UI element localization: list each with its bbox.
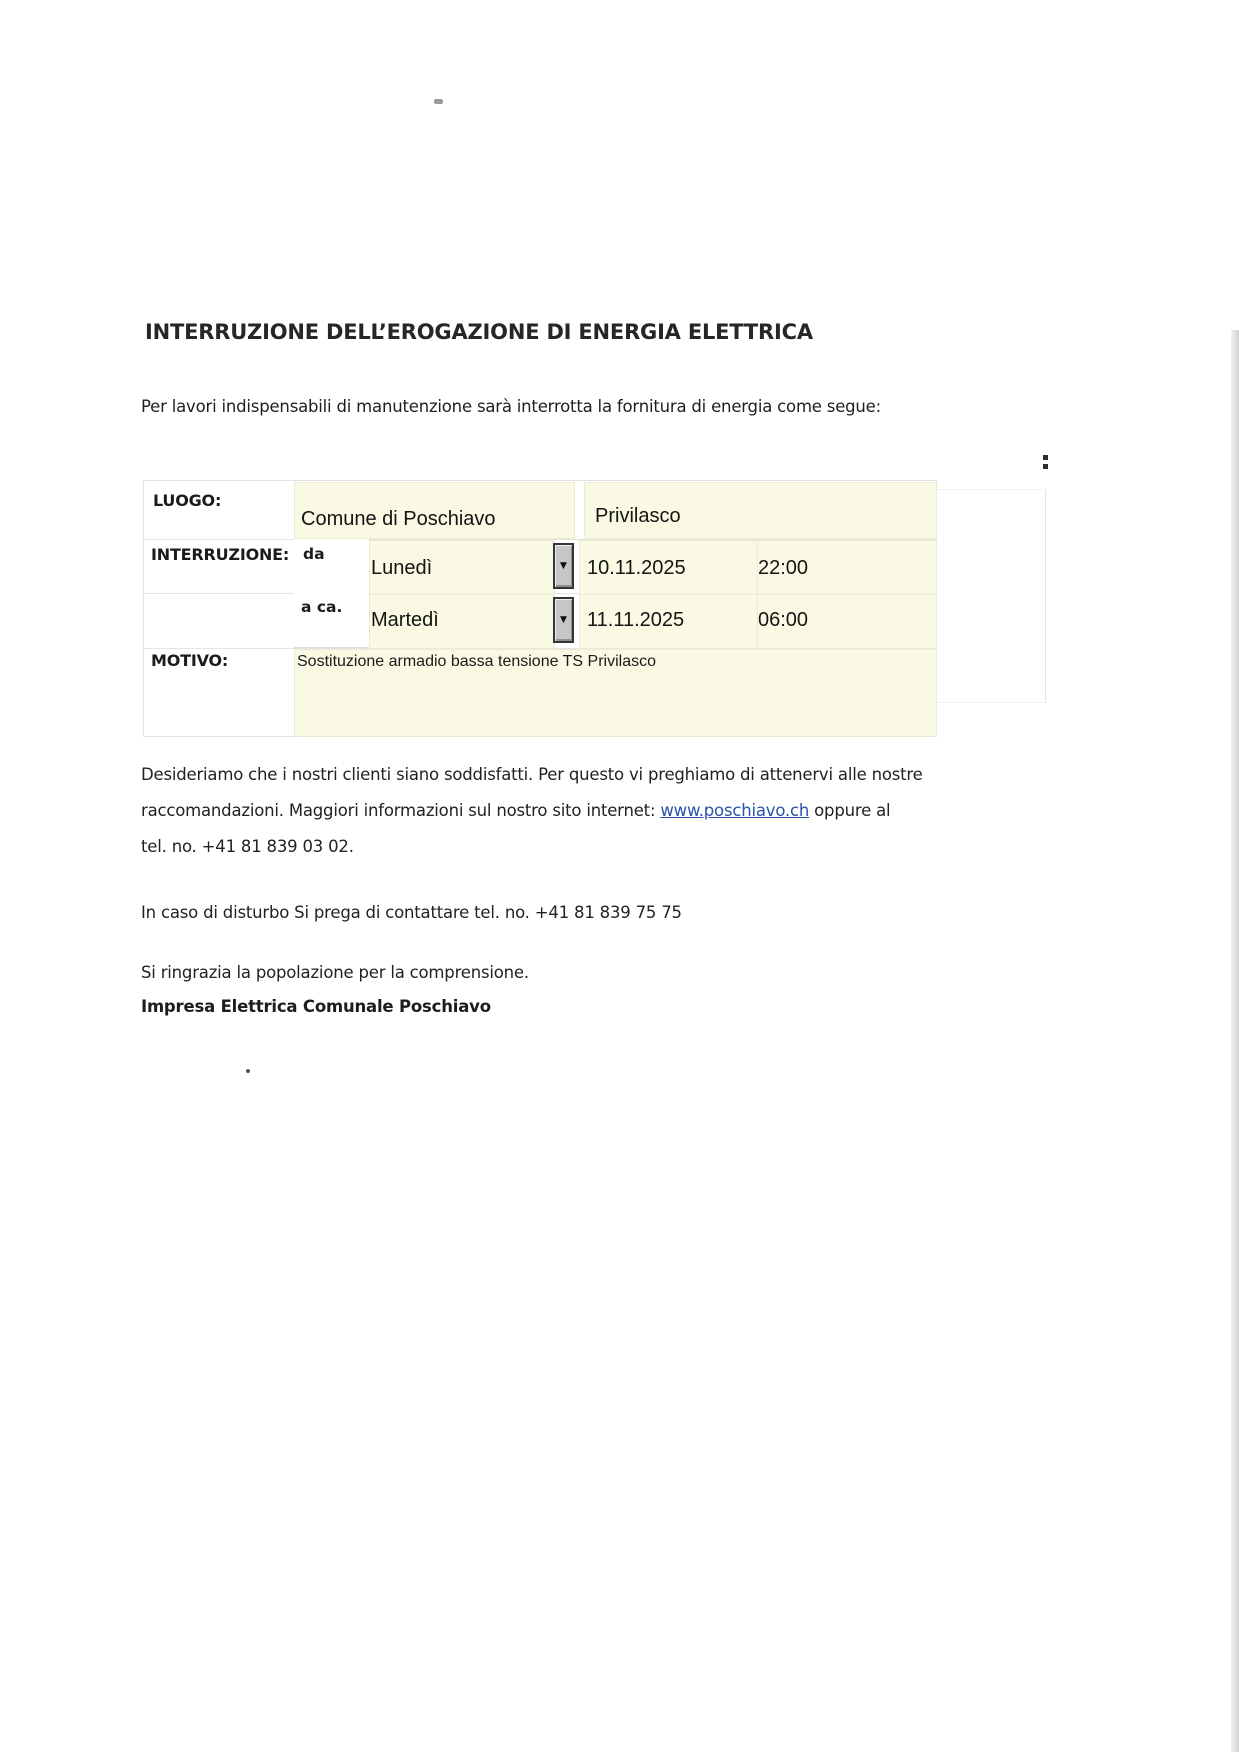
para1-line2-before: raccomandazioni. Maggiori informazioni sul nostro sito internet: [141,801,661,820]
interruzione-label: INTERRUZIONE: [151,545,290,564]
interruption-form-table [143,480,937,737]
scan-colon-artifact-top [1043,455,1048,460]
disturbance-contact-text: In caso di disturbo Si prega di contattare tel. no. +41 81 839 75 75 [141,903,682,922]
da-label: da [303,545,325,563]
scan-edge-strip [1231,330,1239,1752]
a-day-value[interactable]: Martedì [371,609,439,631]
table-empty-extension [935,489,1046,703]
company-signature: Impresa Elettrica Comunale Poschiavo [141,997,491,1016]
dropdown-arrow-icon: ▼ [560,614,567,625]
dropdown-arrow-icon: ▼ [560,560,567,571]
da-time-value[interactable]: 22:00 [758,557,809,579]
scan-speck [434,99,443,104]
a-ca-label: a ca. [301,598,343,616]
para1-line2-after: oppure al [809,801,891,820]
para1-line2 [141,801,890,820]
da-day-value[interactable]: Lunedì [371,557,433,579]
luogo-localita-value[interactable]: Privilasco [595,505,681,527]
para1-line3: tel. no. +41 81 839 03 02. [141,837,354,856]
poschiavo-website-link[interactable]: www.poschiavo.ch [660,801,810,820]
page-title: INTERRUZIONE DELL’EROGAZIONE DI ENERGIA ELETTRICA [145,320,813,344]
thanks-text: Si ringrazia la popolazione per la comprensione. [141,963,529,982]
para1-line1: Desideriamo che i nostri clienti siano soddisfatti. Per questo vi preghiamo di attenervi alle nostre [141,765,923,784]
da-day-dropdown-button[interactable] [553,543,574,589]
luogo-label: LUOGO: [153,491,222,510]
a-time-value[interactable]: 06:00 [758,609,809,631]
intro-text: Per lavori indispensabili di manutenzione sarà interrotta la fornitura di energia come segue: [141,397,881,416]
scan-colon-artifact-bottom [1043,464,1048,469]
a-day-dropdown-button[interactable] [553,597,574,643]
motivo-label: MOTIVO: [151,651,229,670]
scan-dot [246,1069,250,1073]
motivo-value[interactable]: Sostituzione armadio bassa tensione TS Privilasco [297,653,656,670]
a-date-value[interactable]: 11.11.2025 [587,609,685,631]
luogo-comune-value[interactable]: Comune di Poschiavo [301,508,496,530]
da-date-value[interactable]: 10.11.2025 [587,557,686,579]
